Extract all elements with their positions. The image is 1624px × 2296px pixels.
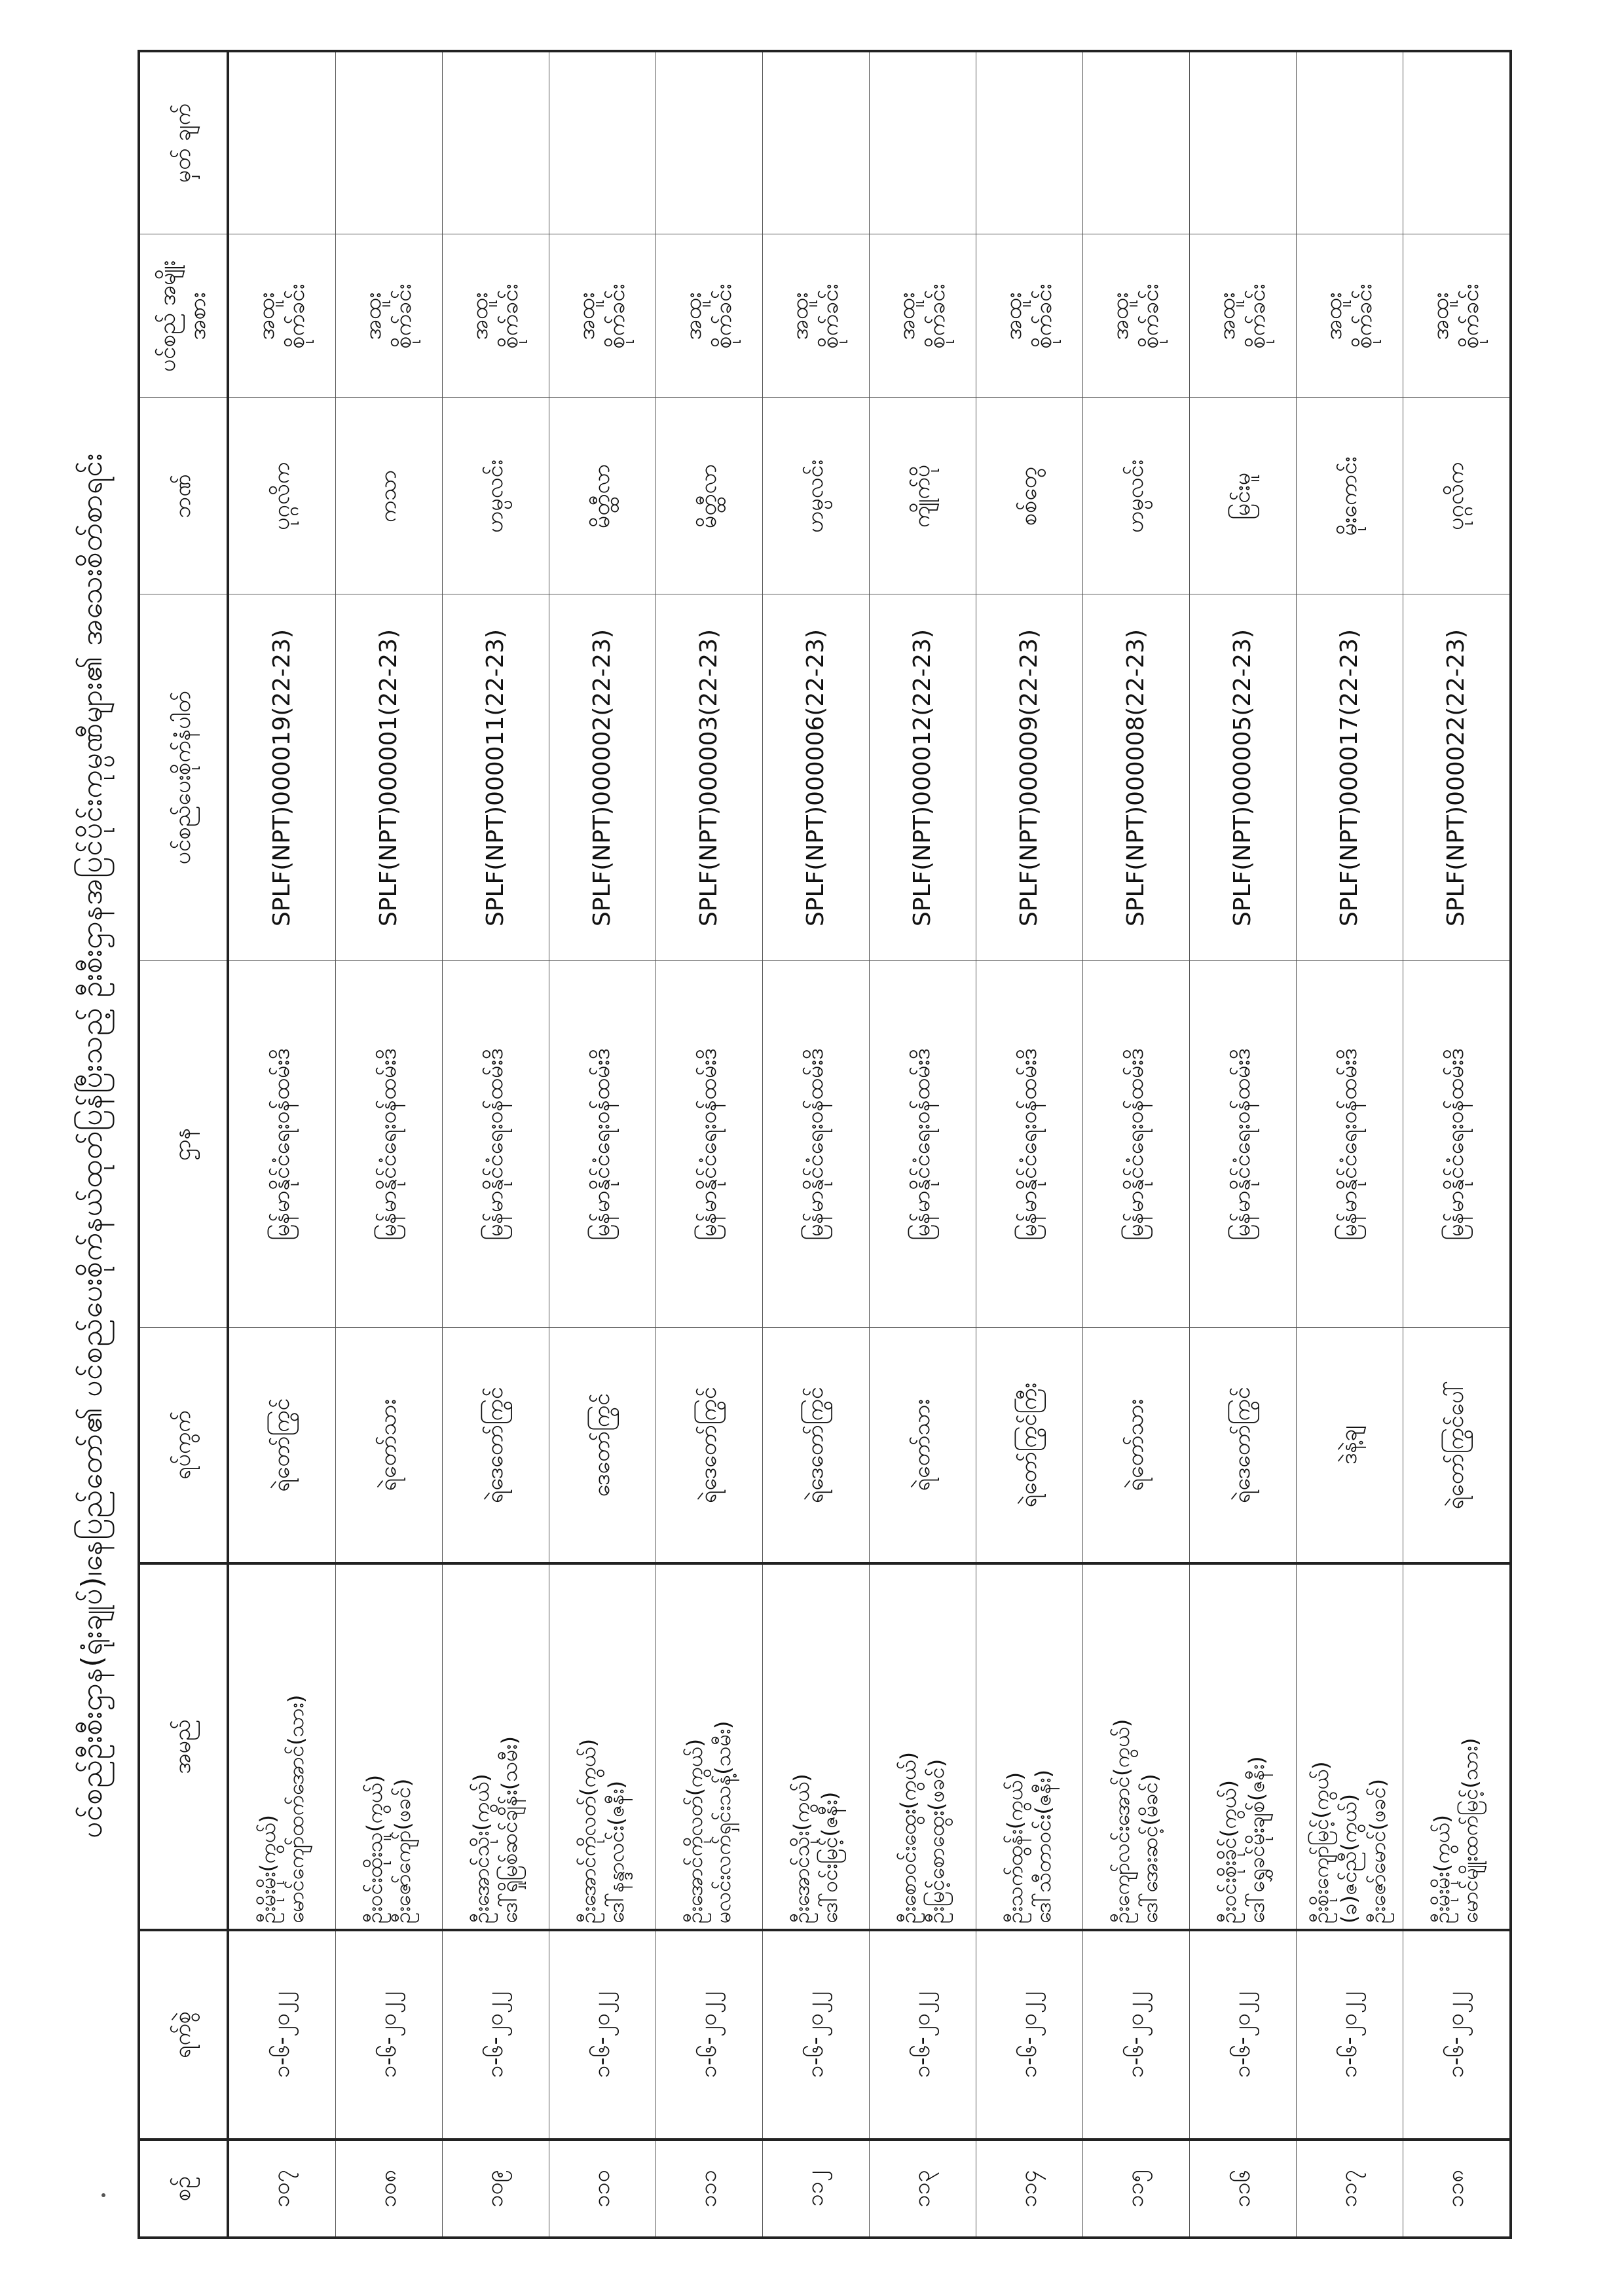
cell-name-line: ဦးမိုးမိုး(ကွယ်): [1429, 1814, 1454, 1923]
cell-license-type-line: အထူး: [360, 292, 387, 340]
cell-dept: မြန်မာနိုင်ငံရေးဝန်ထမ်းဒိ: [336, 961, 443, 1328]
cell-license-type-line: စိုက်ခင်း: [817, 283, 843, 349]
cell-license-no: SPLF(NPT)000006(22-23): [763, 594, 870, 961]
cell-license-no: SPLF(NPT)000022(22-23): [1403, 594, 1511, 961]
cell-ward: ဒေတော်ကြွင်: [549, 1328, 656, 1563]
cell-name: [443, 1563, 549, 1930]
cell-license-type-line: စိုက်ခင်း: [1031, 283, 1057, 349]
cell-dept: မြန်မာနိုင်ငံရေးဝန်ထမ်းဒိ: [1297, 961, 1403, 1328]
cell-license-type-line: စိုက်ခင်း: [284, 283, 310, 349]
cell-ward: ရဲတော်သား: [336, 1328, 443, 1563]
cell-bank: ကျိုက်ပို: [870, 398, 976, 594]
table-row: [976, 51, 1083, 2238]
cell-bank: ပုဂ္ဂလိက: [228, 398, 336, 594]
cell-license-type: [870, 234, 976, 398]
cell-remark: [1403, 51, 1511, 234]
cell-license-type: [228, 234, 336, 398]
cell-date: ၁-၆-၂၀၂၂: [656, 1930, 763, 2140]
cell-date: ၁-၆-၂၀၂၂: [1297, 1930, 1403, 2140]
cell-bank: ကသာ: [336, 398, 443, 594]
cell-date: ၁-၆-၂၀၂၂: [976, 1930, 1083, 2140]
cell-name-line: ဦးအောင်သိုး(ကွယ်): [468, 1774, 494, 1923]
cell-license-no: SPLF(NPT)000008(22-23): [1083, 594, 1190, 961]
header-date: ရက်စွဲ: [139, 1930, 228, 2140]
cell-license-type-line: စိုက်ခင်း: [1137, 283, 1164, 349]
header-row: [139, 51, 228, 2238]
cell-name-line: ဦးကျော်လင်းအောင်(ကွယ်): [1109, 1719, 1134, 1923]
cell-license-type: [656, 234, 763, 398]
cell-no: ၁၀၈: [336, 2140, 443, 2238]
cell-name-line: ဒေါ်အေးဆင့်(မိခင်): [1137, 1774, 1162, 1923]
cell-name-line: ဦးအောင်ကိုလတ်(ကွယ်): [682, 1738, 707, 1923]
cell-name-line: မောင်ကျော်ထက်အောင်(သား): [284, 1694, 308, 1923]
cell-bank: ဟမ္ပလင်း: [1083, 398, 1190, 594]
cell-name-line: ဦးစောဝင်းထွေး(ကွယ်): [895, 1751, 921, 1923]
license-table: [138, 50, 1512, 2239]
cell-license-type-line: စိုက်ခင်း: [390, 283, 416, 349]
cell-remark: [228, 51, 336, 234]
header-bank: ဘဏ်: [139, 398, 228, 594]
table-row: [656, 51, 763, 2238]
cell-remark: [763, 51, 870, 234]
table-row: [1403, 51, 1511, 2238]
cell-license-type-line: အထူး: [253, 292, 280, 340]
cell-ward: ရဲဒေတော်ကြွင်: [1190, 1328, 1297, 1563]
cell-license-type-line: အထူး: [1001, 292, 1027, 340]
cell-remark: [443, 51, 549, 234]
cell-license-no: SPLF(NPT)000001(22-23): [336, 594, 443, 961]
cell-name: [976, 1563, 1083, 1930]
header-license-no: ပင်စည်ပေးစိုက်နံပါတ်: [139, 594, 228, 961]
table-body: [228, 51, 1511, 2238]
cell-remark: [976, 51, 1083, 234]
cell-name-line: ဦးစိုးကျော်မြင့်(ကွယ်): [1308, 1761, 1334, 1923]
cell-dept: မြန်မာနိုင်ငံရေးဝန်ထမ်းဒိ: [1190, 961, 1297, 1328]
cell-no: ၁၁၈: [1403, 2140, 1511, 2238]
cell-license-type-line: စိုက်ခင်း: [497, 283, 523, 349]
table-row: [1190, 51, 1297, 2238]
cell-license-no: SPLF(NPT)000005(22-23): [1190, 594, 1297, 961]
cell-name: [763, 1563, 870, 1930]
cell-remark: [656, 51, 763, 234]
cell-license-type-line: စိုက်ခင်း: [1458, 283, 1484, 349]
cell-remark: [1083, 51, 1190, 234]
cell-date: ၁-၆-၂၀၂၂: [228, 1930, 336, 2140]
cell-license-no: SPLF(NPT)000017(22-23): [1297, 594, 1403, 961]
cell-license-type-line: စိုက်ခင်း: [1351, 283, 1377, 349]
cell-license-no: SPLF(NPT)000019(22-23): [228, 594, 336, 961]
cell-name: [1190, 1563, 1297, 1930]
rotated-sheet: [59, 39, 1565, 2252]
table-row: [336, 51, 443, 2238]
cell-name-line: ဒေါ်ရှိုမြစ်ဆင်ချိန်း(သမီး): [497, 1736, 522, 1923]
cell-ward: ရဲဒေတော်ကြွင်: [443, 1328, 549, 1563]
cell-name: [656, 1563, 763, 1930]
cell-remark: [549, 51, 656, 234]
cell-remark: [336, 51, 443, 234]
cell-dept: မြန်မာနိုင်ငံရေးဝန်ထမ်းဒိ: [976, 961, 1083, 1328]
cell-date: ၁-၆-၂၀၂၂: [1083, 1930, 1190, 2140]
header-license-type: ပင်စည် အမျိုးအစား: [139, 234, 228, 398]
cell-dept: မြန်မာနိုင်ငံရေးဝန်ထမ်းဒိ: [549, 961, 656, 1328]
cell-license-type: [1297, 234, 1403, 398]
cell-dept: မြန်မာနိုင်ငံရေးဝန်ထမ်းဒိ: [228, 961, 336, 1328]
cell-ward: ရဲတော်ကြွင်: [228, 1328, 336, 1563]
cell-name-line: ဦးအောင်ကိုလတ်(ကွယ်): [575, 1738, 600, 1923]
header-ward: ရပ်ကွက်: [139, 1328, 228, 1563]
cell-remark: [870, 51, 976, 234]
cell-name-line: (ခ)ဇင်ညီ(ကွယ်): [1337, 1793, 1362, 1923]
cell-name-line: မလင်းလက်ရှင်းသန့်(သမီး): [710, 1721, 735, 1923]
cell-name: [549, 1563, 656, 1930]
cell-name-line: ဦးဝင်းထိုးသူ(ကွယ်): [361, 1774, 387, 1923]
cell-name: [1297, 1563, 1403, 1930]
cell-bank: ဟမ္ပလင်း: [443, 398, 549, 594]
cell-date: ၁-၆-၂၀၂၂: [763, 1930, 870, 2140]
cell-name-line: ဦးဝင်းစိုးခိုင်(ကွယ်): [1215, 1780, 1241, 1923]
cell-name-line: ဒေါ်ရွှေခင်မိုးချစ်(ဇနီး): [1244, 1756, 1269, 1923]
cell-name-line: ဒေါ်သီတာဝင်း(ဇနီး): [1031, 1769, 1056, 1923]
cell-license-type-line: အထူး: [1428, 292, 1454, 340]
cell-dept: မြန်မာနိုင်ငံရေးဝန်ထမ်းဒိ: [443, 961, 549, 1328]
cell-name: [1403, 1563, 1511, 1930]
table-row: [1083, 51, 1190, 2238]
cell-no: ၁၁၂: [763, 2140, 870, 2238]
cell-license-type: [1083, 234, 1190, 398]
table-row: [763, 51, 870, 2238]
cell-no: ၁၁၆: [1190, 2140, 1297, 2238]
cell-ward: ရဲတော်သား: [1083, 1328, 1190, 1563]
table-row: [443, 51, 549, 2238]
cell-license-type-line: အထူး: [1321, 292, 1348, 340]
cell-license-type-line: အထူး: [680, 292, 707, 340]
header-remark: မှတ် ချက်: [139, 51, 228, 234]
cell-license-type: [443, 234, 549, 398]
cell-dept: မြန်မာနိုင်ငံရေးဝန်ထမ်းဒိ: [763, 961, 870, 1328]
cell-bank: မိတ္ထီလာ: [656, 398, 763, 594]
cell-ward: ရဲတော်ကြွင်ပေါ်: [1403, 1328, 1511, 1563]
cell-no: ၁၀၉: [443, 2140, 549, 2238]
cell-no: ၁၁၁: [656, 2140, 763, 2238]
cell-license-type-line: စိုက်ခင်း: [604, 283, 630, 349]
cell-license-type: [976, 234, 1083, 398]
cell-date: ၁-၆-၂၀၂၂: [336, 1930, 443, 2140]
cell-license-no: SPLF(NPT)000003(22-23): [656, 594, 763, 961]
cell-name: [1083, 1563, 1190, 1930]
header-no: စဉ်: [139, 2140, 228, 2238]
cell-dept: မြန်မာနိုင်ငံရေးဝန်ထမ်းဒိ: [1403, 961, 1511, 1328]
cell-license-type-line: အထူး: [467, 292, 494, 340]
cell-name-line: ဦးမိုးမိုး(ကွယ်): [255, 1814, 280, 1923]
cell-bank: ဟမ္ပလင်း: [763, 398, 870, 594]
cell-remark: [1190, 51, 1297, 234]
cell-bank: မြင်းမူ: [1190, 398, 1297, 594]
cell-dept: မြန်မာနိုင်ငံရေးဝန်ထမ်းဒိ: [656, 961, 763, 1328]
table-row: [228, 51, 336, 2238]
cell-name-line: ဦးမြင့်စောထွေး(ဖခင်): [924, 1758, 949, 1923]
cell-name-line: မောင်မျိုးထက်မြင့်(သား): [1458, 1738, 1483, 1923]
cell-license-type-line: အထူး: [1214, 292, 1241, 340]
cell-license-no: SPLF(NPT)000009(22-23): [976, 594, 1083, 961]
cell-bank: မိတ္ထီလာ: [549, 398, 656, 594]
cell-name-line: ဒေါ်ဝင်းမြင့်(ဇနီး): [817, 1791, 842, 1923]
cell-date: ၁-၆-၂၀၂၂: [1190, 1930, 1297, 2140]
cell-remark: [1297, 51, 1403, 234]
cell-dept: မြန်မာနိုင်ငံရေးဝန်ထမ်းဒိ: [870, 961, 976, 1328]
header-dept: ဌာန: [139, 961, 228, 1328]
cell-date: ၁-၆-၂၀၂၂: [443, 1930, 549, 2140]
cell-ward: ရဲဒေတော်ကြွင်: [656, 1328, 763, 1563]
cell-license-type-line: အထူး: [1107, 292, 1134, 340]
cell-name-line: ဦးဇော်ကျော်(ဖခင်): [390, 1778, 415, 1923]
cell-date: ၁-၆-၂၀၂၂: [549, 1930, 656, 2140]
cell-no: ၁၁၇: [1297, 2140, 1403, 2238]
cell-bank: စစ်တွေ: [976, 398, 1083, 594]
cell-license-type: [1403, 234, 1511, 398]
cell-ward: ရဲဒေတော်ကြွင်: [763, 1328, 870, 1563]
cell-license-type-line: စိုက်ခင်း: [710, 283, 737, 349]
cell-no: ၁၁၃: [870, 2140, 976, 2238]
cell-ward: ရဲတော်ကြွင်ကြီး: [976, 1328, 1083, 1563]
cell-license-type: [763, 234, 870, 398]
cell-name: [336, 1563, 443, 1930]
cell-no: ၁၁၄: [976, 2140, 1083, 2238]
cell-license-type-line: အထူး: [894, 292, 921, 340]
cell-license-type-line: အထူး: [787, 292, 814, 340]
cell-no: ၁၁၅: [1083, 2140, 1190, 2238]
cell-name: [228, 1563, 336, 1930]
cell-license-type: [549, 234, 656, 398]
cell-license-no: SPLF(NPT)000012(22-23): [870, 594, 976, 961]
cell-no: ၁၀၇: [228, 2140, 336, 2238]
header-name: အမည်: [139, 1563, 228, 1930]
cell-name-line: ဦးဇော်မောင်(ဖခင်): [1365, 1779, 1390, 1923]
table-row: [870, 51, 976, 2238]
cell-license-no: SPLF(NPT)000011(22-23): [443, 594, 549, 961]
cell-no: ၁၁၀: [549, 2140, 656, 2238]
cell-date: ၁-၆-၂၀၂၂: [1403, 1930, 1511, 2140]
cell-bank: မိုးကောင်း: [1297, 398, 1403, 594]
document-title: ပင်စည်ဦးစီးဌာန(ရုံးချုပ်)၊နေပြည်တော်၏ ပင်စည်ပေးစိုက်နယ်ထုတ်ပြန်ပြီးသည့် ဦးစီးဌာနအပြင်ပိုင်းကုမ္ပဏီများ၏ အသေးစိတ်စာရင်း: [75, 452, 109, 1839]
cell-license-type: [336, 234, 443, 398]
cell-date: ၁-၆-၂၀၂၂: [870, 1930, 976, 2140]
cell-name-line: ဒေါ်နန္ဒာလင်း(ဇနီး): [604, 1780, 629, 1923]
cell-name-line: ဦးအောင်သိုး(ကွယ်): [788, 1774, 814, 1923]
table-row: [1297, 51, 1403, 2238]
cell-dept: မြန်မာနိုင်ငံရေးဝန်ထမ်းဒိ: [1083, 961, 1190, 1328]
cell-license-no: SPLF(NPT)000002(22-23): [549, 594, 656, 961]
table-row: [549, 51, 656, 2238]
cell-license-type-line: စိုက်ခင်း: [924, 283, 950, 349]
cell-license-type-line: အထူး: [574, 292, 600, 340]
cell-name: [870, 1563, 976, 1930]
cell-ward: ရဲတော်သား: [870, 1328, 976, 1563]
cell-license-type-line: စိုက်ခင်း: [1244, 283, 1270, 349]
cell-license-type: [1190, 234, 1297, 398]
cell-ward: ဒဲနဲ့ချ: [1297, 1328, 1403, 1563]
cell-name-line: ဦးသက်ထွန်း(ကွယ်): [1002, 1772, 1027, 1923]
cell-bank: ပုဂ္ဂလိက: [1403, 398, 1511, 594]
